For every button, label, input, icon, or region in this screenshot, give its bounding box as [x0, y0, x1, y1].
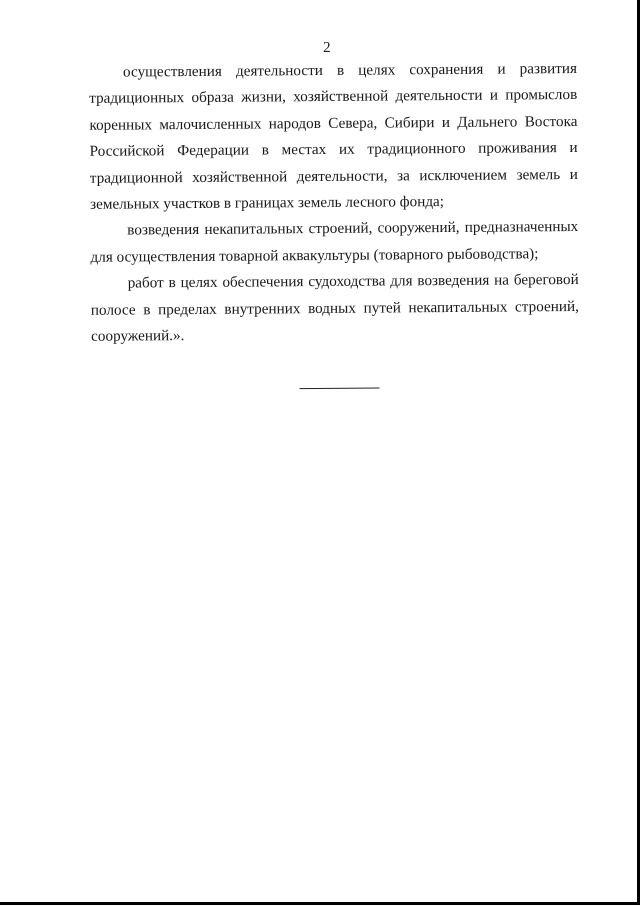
page-number: 2 [323, 39, 331, 56]
paragraph-shipping: работ в целях обеспечения судоходства для возведения на береговой полосе в пределах внутренних водных путей некапитальных строений, сооружений.». [90, 271, 579, 345]
document-body [89, 56, 579, 350]
paragraph-aquaculture: возведения некапитальных строений, сооружений, предназначенных для осуществления товарной аквакультуры (товарного рыбоводства); [90, 218, 579, 266]
end-of-document-rule [300, 388, 380, 390]
paragraph-land-use-indigenous: осуществления деятельности в целях сохранения и развития традиционных образа жизни, хозяйственной деятельности и промыслов коренных малочисленных народов Севера, Сибири и Дальнего Востока Российской Федерации в местах их традиционного проживания и традиционной хозяйственной деятельности, за исключением земель и земельных участков в границах земель лесного фонда; [89, 59, 578, 213]
